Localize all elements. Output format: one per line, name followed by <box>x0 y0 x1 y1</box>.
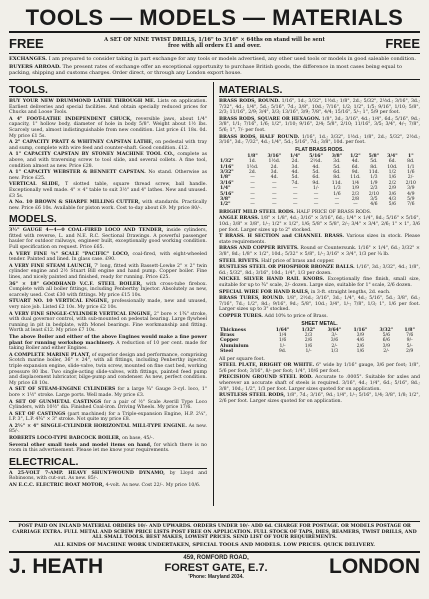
material-listing-text: 1/8", 3d.; 3/16", 4d.; 1/4", 6d.; 5/16", 9d.; 3/8", 1/1; 7/16", 1/6; 1/2", 1/10; 9/16", 2/4; 5/8", 2/10; 11/16", 3/5; 3/4", 4/-; 7/8", 5/6; 1", 7/- per foot. <box>219 116 420 133</box>
table-cell: 4d. <box>312 164 320 170</box>
electrical-listing-name: A 25-VOLT 7-AMP. HEAVY SHUNT-WOUND DYNAMO, <box>9 470 165 476</box>
table-cell: — <box>292 191 298 197</box>
table-cell: 1/2 <box>388 169 397 175</box>
table-row <box>219 202 420 207</box>
material-listing-name: BRASS AND COPPER RIVETS. <box>219 246 299 252</box>
material-listing-name: RUSTLESS STEEL RODS, <box>219 393 286 399</box>
table-cell: 6/6 <box>382 338 391 344</box>
table-header-cell: 3/64" <box>327 327 342 333</box>
table-cell: 3/9 <box>356 332 365 338</box>
table-cell: 6d. <box>351 164 360 170</box>
tool-listing-name: A 2" CAPACITY PRATT & WHITNEY CAPSTAN LATHE, <box>9 140 154 146</box>
table-header-cell: 1/2" <box>350 153 361 159</box>
tools-list <box>9 99 207 211</box>
table-header-cell: 1/16" <box>353 327 368 333</box>
table-cell: — <box>334 197 340 202</box>
table-cell: — <box>272 197 277 202</box>
model-listing-name: A COMPLETE MARINE PLANT, <box>9 352 91 358</box>
table-cell: — <box>250 180 255 186</box>
material-listing-text: Add 10% to price of Brass. <box>264 313 328 319</box>
model-listing <box>9 436 207 442</box>
table-cell: 8d. <box>407 159 415 165</box>
model-listing-name: A VERY FINE STEAM LAUNCH, <box>9 263 93 269</box>
table-cell: Steel <box>220 349 234 355</box>
model-listing-name: A SET OF CASTINGS <box>9 411 66 417</box>
table-cell: 11d. <box>331 180 343 186</box>
model-listing-name: 3½" GAUGE 4—4—0 COAL-FIRED LOCO AND TENDER, <box>9 228 164 234</box>
table-cell: 1/16" <box>220 164 234 170</box>
table-header-cell: 1/64" <box>275 327 290 333</box>
tool-listing-name: VERTICAL SLIDE, <box>9 182 60 188</box>
table-cell: 1/6 <box>278 338 287 344</box>
model-listing <box>9 312 207 334</box>
model-listing <box>9 282 207 299</box>
tool-listing-name: A 4" FOOT-LATHE INDEPENDENT CHUCK, <box>9 116 132 122</box>
sheet-metal-table <box>219 328 420 355</box>
material-listing <box>219 265 420 276</box>
table-cell: 2d. <box>291 159 299 165</box>
table-cell: — <box>250 175 255 181</box>
model-listing <box>9 252 207 263</box>
table-cell: 6d. <box>312 175 320 181</box>
table-cell: 10d. <box>387 164 398 170</box>
material-listing-name: SPECIAL WIRE FOR HAND RAILS, <box>219 289 310 295</box>
model-listing-text: coal-fired, with eight-wheeled tender. Painted and lined. In glass case. £90. <box>9 251 208 263</box>
model-listing <box>9 424 207 435</box>
table-cell: — <box>250 197 255 202</box>
tool-listing-name: A 1" CAPACITY CAPSTAN BY STONEY MACHINE TOOL CO., <box>9 152 175 158</box>
table-cell: 1/- <box>279 343 286 349</box>
table-cell: 5d. <box>291 175 299 181</box>
table-cell: 2/- <box>383 349 390 355</box>
table-cell: 2d. <box>270 164 278 170</box>
table-cell: 5d. <box>370 159 378 165</box>
right-column <box>213 82 420 506</box>
model-listing-text: of superior design and performance, comprising Scotch marine boiler, 36" × 24", with all fittings, including Penberthy injector, triple expansion engine, slide-valve, twin screw, mounted on fine cast bed, working pressure 80 lbs. Two single-acting slide-valves, with fittings, painted feed pump and displacement lubricator, bilge-pump and condenser. As new, perfect condition. My price £8 10s. <box>9 352 208 386</box>
material-listing <box>219 314 420 320</box>
model-listing-name: ROBERTS LOCO-TYPE BABCOCK BOILER, <box>9 436 121 442</box>
table-cell: 2½d. <box>310 159 322 165</box>
table-cell: 3/8" <box>220 197 231 202</box>
model-listing <box>9 412 207 423</box>
model-listing-name: STUART NO. 10 VERTICAL ENGINE, <box>9 299 109 305</box>
tool-listing-text: complete as above, and with traversing screw to tool slide, and several collets. A fine tool, condition almost as new. Price £28. <box>9 152 208 169</box>
table-cell: 1/9 <box>351 186 360 192</box>
tools-heading: TOOLS. <box>9 84 207 97</box>
material-listing-name: BRASS RODS, ROUND. <box>219 99 280 104</box>
model-listing <box>9 299 207 310</box>
tool-listing-text: reversible jaws, about 1/4" capacity, 1" hollow body, diameter of hole in body 5/8". Weight about 1½ lbs. Scarcely used, almost indistinguishable from new condition. List price £1 18s. 0d. My price £1 5s. <box>9 116 208 139</box>
table-cell: 3/32" <box>220 169 234 175</box>
material-listing-name: COPPER TUBES. <box>219 313 263 319</box>
table-cell: — <box>313 191 319 197</box>
model-listing <box>9 353 207 387</box>
model-listing-name: A VERY FINE ¾" SCALE "PACIFIC" LOCO, <box>9 251 130 257</box>
material-listing-text: Exceptionally fine finish, small size, suitable for up to ¾" scale, 2/- dozen. Large size, suitable for 1" scale, 2/6 dozen. <box>219 277 421 288</box>
table-cell: 1½d. <box>246 164 259 170</box>
table-cell: 1/3 <box>370 175 378 181</box>
model-listing <box>9 400 207 411</box>
table-cell: 2/- <box>331 343 338 349</box>
table-cell: — <box>313 197 319 202</box>
material-listing <box>219 210 420 216</box>
tool-listing-name: A No. 10 BROWN & SHARPE MILLING CUTTER, <box>9 200 141 206</box>
table-header-cell: Thickness <box>220 327 246 333</box>
table-header-cell: 5/16" <box>309 153 323 159</box>
listing-columns <box>9 79 420 506</box>
material-listing-name: BRIGHT MILD STEEL RODS. <box>219 209 295 215</box>
model-listing-name: A SET OF GUNMETAL CASTINGS <box>9 399 102 405</box>
electrical-listing <box>9 471 207 482</box>
tool-listing-name: A 1" CAPACITY WEBSTER & BENNETT CAPSTAN. <box>9 170 146 176</box>
table-cell: Aluminium <box>220 343 249 349</box>
table-cell: 1/4" <box>220 186 231 192</box>
notice-text: I am prepared to consider taking in part exchange for any tools or models advertised, any other used tools or models in good saleable condition. <box>48 56 416 62</box>
table-cell: 3d. <box>291 164 299 170</box>
table-cell: 11d. <box>368 169 380 175</box>
tool-listing <box>9 170 207 181</box>
table-cell: 1/4 <box>278 332 287 338</box>
table-cell: 5/16" <box>220 191 234 197</box>
flat-brass-table <box>219 154 420 208</box>
table-cell: 7/6 <box>407 202 415 208</box>
address-street: 459, ROMFORD ROAD, <box>183 554 249 561</box>
model-listing <box>9 387 207 398</box>
table-cell: 3/9 <box>382 343 391 349</box>
model-listing <box>9 443 207 454</box>
table-cell: 1/4 <box>351 180 360 186</box>
tool-listing-text: with standards. Practically new. Price £6 10s. Available for piston work. Cost to-day about £9. My price 80/-. <box>9 200 207 211</box>
material-listing-name: STEEL RIVETS. <box>219 258 260 264</box>
advertiser-block <box>9 551 420 580</box>
table-cell: 4/6 <box>356 338 365 344</box>
model-listing-text: with cross-tube firebox. Complete with all boiler fittings, including Penberthy Injector. Absolutely as new, scarcely used. Cost £30 with fittings. My price £15 10s. <box>9 281 208 298</box>
table-cell: 3/5 <box>370 197 378 202</box>
model-listing-text: for a pair of ½" Scale Averill Type Loco Cylinders, with 10½" dia. Finished Coal-iron. Driving Wheels. My price 17/6. <box>9 399 208 411</box>
table-cell: 5/6 <box>382 332 391 338</box>
material-listing <box>219 277 420 288</box>
table-cell: 5/9 <box>407 197 415 202</box>
material-listing-text: 1/8", 2½d.; 3/16", 3d.; 1/4", 4d.; 5/16", 5d.; 3/8", 6d.; 7/16", 7d.; 1/2", 8d.; 9/16", 9d.; 5/8", 10d.; 3/4", 1/-; 7/8", 1/3; 1", 1/6 per foot. Larger sizes up to 3" stocked. <box>219 296 420 313</box>
table-cell: — <box>272 191 277 197</box>
table-header-cell: 3/32" <box>379 327 394 333</box>
table-cell: 1/6 <box>333 191 341 197</box>
table-cell: 1/6 <box>407 169 415 175</box>
table-cell: 4d. <box>351 159 360 165</box>
offer-line-1: A SET OF NINE TWIST DRILLS, 1/16" to 3/16" × 64ths on stand will be sent <box>104 36 325 43</box>
material-listing <box>219 246 420 257</box>
material-listing-text: 1/16", 3d.; 3/32", 4d.; 1/8", 6d.; 5/32", 8d.; 3/16", 10d.; 1/4", 1/3 per dozen. <box>219 265 420 276</box>
table-cell: Copper <box>220 338 239 344</box>
table-cell: 1/8" <box>220 175 231 181</box>
table-cell: 3d. <box>270 169 278 175</box>
table-cell: — <box>334 202 340 208</box>
material-listing <box>219 296 420 313</box>
postage-notice: POST PAID ON INLAND MATERIAL ORDERS 10/- AND UPWARDS. ORDERS UNDER 10/- ADD 6d. CHARGE FOR POSTAGE. OR MODELS POSTAGE OR CARRIAGE EXTRA. FULL METAL AND SCREW PRICE LISTS POST FREE ON APPLICATION. FULL STOCK OF TAPS, DIES, REAMERS, TWIST DRILLS, AND ALL SMALL TOOLS. BEST MAKES, LOWEST PRICES. SEND LIST OF YOUR REQUIREMENTS. <box>9 521 420 541</box>
table-row <box>219 159 420 164</box>
table-cell: — <box>250 191 255 197</box>
table-cell: — <box>272 202 277 208</box>
notice-lead: EXCHANGES. <box>9 56 48 62</box>
tool-listing-name: BUY YOUR NEW DRUMMOND LATHE THROUGH ME. <box>9 99 156 104</box>
material-listing-text: 1/8" × 1/8", 4d.; 3/16" × 3/16", 6d.; 1/4" × 1/4", 8d.; 5/16" × 5/16", 10d.; 3/8" × 3/8", 1/-; 1/2" × 1/2", 1/6; 5/8" × 5/8", 2/-; 3/4" × 3/4", 2/6; 1" × 1", 3/6 per foot. Larger sizes up to 2" stocked. <box>219 216 421 233</box>
electrical-listing-text: by Lloyd and Robinsons, with cut-out. As new. 85/-. <box>9 470 208 482</box>
advertiser-name: J. HEATH <box>9 555 104 578</box>
table-cell: 1/2" <box>220 202 231 208</box>
table-cell: 5/- <box>406 343 413 349</box>
footer <box>9 521 420 580</box>
table-cell: 2/3 <box>304 332 313 338</box>
tool-listing <box>9 117 207 139</box>
notice-text: The present rates of exchange offer an exceptional opportunity to purchase British goods, the difference in most cases being equal to packing, shipping and customs charges. Order direct, or through any London export house. <box>9 64 402 76</box>
address-phone: 'Phone: Maryland 2034. <box>188 573 244 580</box>
table-cell: 2/6 <box>304 338 313 344</box>
table-header-cell: 1" <box>408 153 414 159</box>
material-listing-text: HALF PRICE OF BRASS RODS. <box>296 209 372 215</box>
material-listing <box>219 375 420 392</box>
table-cell: 2/9 <box>388 186 397 192</box>
table-cell: 2/3 <box>370 186 378 192</box>
material-listing-name: STEEL PLATE, BRIGHT OR WHITE. <box>219 363 315 369</box>
material-listing-name: BRASS TUBES, ROUND. <box>219 296 285 302</box>
table-cell: 6d. <box>333 169 341 175</box>
free-label-left: FREE <box>9 35 44 51</box>
table-cell: — <box>353 202 358 208</box>
material-listing-text: in 3-ft. straight lengths, 2d. each. <box>310 289 391 295</box>
table-cell: 4/6 <box>370 202 378 208</box>
tool-listing-text: on pedestal with tray and sump, complete with wire feed and counter-shaft. Good condition. £12. <box>9 140 208 151</box>
materials-list-end <box>219 363 420 404</box>
table-cell: 1/6 <box>304 343 313 349</box>
table-cell: — <box>250 202 255 208</box>
table-cell: 1½d. <box>268 159 281 165</box>
sheet-metal-note: All per square foot. <box>219 356 265 362</box>
notice-exchanges <box>9 56 420 62</box>
table-header-cell: 5/8" <box>368 153 380 159</box>
table-cell: 7/6 <box>405 332 414 338</box>
table-cell: 2d. <box>248 169 257 175</box>
table-cell: 3/9 <box>407 186 415 192</box>
table-cell: 1d. <box>248 159 257 165</box>
materials-list-top <box>219 99 420 146</box>
table-cell: — <box>292 202 298 208</box>
table-cell: 2/10 <box>368 191 380 197</box>
sheet-metal-title: SHEET METAL. <box>301 320 338 327</box>
material-listing <box>219 393 420 404</box>
table-cell: 4/3 <box>388 197 397 202</box>
table-cell: 1/9 <box>370 180 378 186</box>
table-cell: 5/6 <box>388 202 397 208</box>
table-cell: 2/3 <box>351 191 360 197</box>
table-header-cell: 3/8" <box>331 153 343 159</box>
tool-listing <box>9 99 207 116</box>
machine-work-tagline: ALL KINDS OF MACHINE WORK UNDERTAKEN, SPECIAL TOOLS AND MODELS. LOW PRICES. QUICK DELIVERY. <box>54 541 375 548</box>
table-cell: 6d. <box>388 159 397 165</box>
model-listing <box>9 335 207 352</box>
material-listing <box>219 290 420 296</box>
table-cell: 1/- <box>305 349 312 355</box>
material-listing-name: T BRASS. H SECTION and CHANNEL BRASS. <box>219 234 344 240</box>
material-listing-name: BRASS RODS, HALF ROUND. <box>219 134 300 140</box>
model-listing <box>9 264 207 281</box>
table-cell: 4d. <box>291 169 299 175</box>
table-cell: 9d. <box>312 180 320 186</box>
table-cell: 2/9 <box>405 349 414 355</box>
table-header-cell: 1/32" <box>301 327 316 333</box>
material-listing-name: ANGLE BRASS. <box>219 216 260 222</box>
electrical-listing-name: AN E.C.C. ELECTRIC BOAT MOTOR, <box>9 483 105 489</box>
model-listing-text: inside cylinders, fitted with reverse, L. and N.E. R.C. Sectional Drawings. A powerful passenger hauler for outdoor railways, engineer built, exceptionally good working condition. Full specification on request. Price £65. <box>9 228 208 251</box>
electrical-listing-text: 4-volt. As new. Cost 22/-. My price 10/6. <box>105 483 201 489</box>
material-listing-text: 1/16", 1d.; 3/32", 1½d.; 1/8", 2d.; 5/32", 2½d.; 3/16", 3d.; 7/32", 4d.; 1/4", 5d.; 5/16", 7d.; 3/8", 10d.; 7/16", 1/2; 1/2", 1/5; 9/16", 1/10; 5/8", 2/3; 11/16", 2/9; 3/4", 3/3; 13/16", 3/9; 7/8", 4/4; 15/16", 5/-; 1", 5/9 per foot. <box>219 99 420 116</box>
table-cell: 2/10 <box>405 180 416 186</box>
model-listing-text: 2" bore × 1¾" stroke, with dual governor control, with sub-mounted on pedestal bearing. Large flywheel running in pit in bedplate, with Monel bearings. Fine workmanship and fitting. Worth at least £12. My price £7 10s. <box>9 311 208 334</box>
materials-list-middle <box>219 210 420 320</box>
material-listing-text: Accurate to .0005". Suitable for axles and wherever an accurate shaft of steels is required. 3/16", 4d.; 1/4", 6d.; 5/16", 8d.; 3/8", 10d.; 1/2", 1/3 per foot. Larger sizes quoted for on application. <box>219 375 420 392</box>
notice-lead: BUYERS ABROAD. <box>9 64 61 70</box>
electrical-listing <box>9 483 207 489</box>
models-heading: MODELS. <box>9 213 207 226</box>
material-listing-name: PRECISION GROUND STEEL ROD. <box>219 375 313 381</box>
notice-buyers-abroad <box>9 64 420 76</box>
table-cell: 8d. <box>333 175 341 181</box>
table-cell: 9/- <box>406 338 413 344</box>
material-listing <box>219 216 420 233</box>
address-district: FOREST GATE, E.7. <box>164 561 268 574</box>
tool-listing-text: Lists on application. Earliest deliveries and special facilities. And obtain specially reduced prices for Chucks and Loose Tools. <box>9 99 208 116</box>
table-cell: 3d. <box>333 159 341 165</box>
advertiser-address <box>165 555 268 580</box>
model-listing-text: on base, 45/-. <box>122 436 154 442</box>
table-cell: 1/1 <box>407 164 415 170</box>
material-listing-text: 1/16", 1d.; 3/32", 1½d.; 1/8", 2d.; 5/32", 2½d.; 3/16", 3d.; 7/32", 4d.; 1/4", 5d.; 5/16", 7d.; 3/8", 10d. per foot. <box>219 134 420 146</box>
table-cell: 4d. <box>270 175 278 181</box>
table-cell: 1/3 <box>333 186 341 192</box>
table-header-cell: 1/4" <box>289 153 301 159</box>
tool-listing-text: No stand. Otherwise as new. Price £25. <box>9 170 208 181</box>
offer-line-2: free with all orders £1 and over. <box>168 43 261 49</box>
table-cell: 8d. <box>370 164 378 170</box>
model-listing-text: A reduction of 10 per cent. made for taking Boiler and either Engines. <box>9 340 207 352</box>
model-listing-text: 7' long, fitted with Bassett-Lowke 2" × 2" twin cylinder engine and 2½ Stuart Bill engine and hand pump. Copper boiler. Fine lines, and nicely painted and finished, ready for running. Price £25. <box>9 263 208 281</box>
model-listing-name: A VERY FINE SINGLE-CYLINDER VERTICAL ENGINE, <box>9 311 153 317</box>
table-cell: 2/2 <box>388 180 397 186</box>
table-header-cell: 3/16" <box>267 153 282 159</box>
material-listing <box>219 259 420 265</box>
table-cell: 3/6 <box>388 191 397 197</box>
free-offer-text <box>49 37 380 50</box>
table-header-cell: 3/4" <box>387 153 398 159</box>
table-cell: — <box>292 197 298 202</box>
left-column <box>9 82 207 506</box>
model-listing-name: 36" × 18" GOODHAND V.C.F. STEEL BOILER, <box>9 281 143 287</box>
model-listing-text: professionally made, new and unused, very nice job. Listed £2 10s. My price £2 10s. <box>9 299 208 310</box>
table-cell: 3/- <box>331 332 338 338</box>
table-cell: — <box>313 202 319 208</box>
material-listing <box>219 135 420 146</box>
table-row <box>219 349 420 354</box>
material-listing <box>219 99 420 116</box>
advertiser-city: LONDON <box>329 555 420 578</box>
table-cell: 2/6 <box>356 343 365 349</box>
table-cell: 9d. <box>278 349 287 355</box>
table-cell: 7d. <box>291 180 299 186</box>
model-listing <box>9 228 207 250</box>
material-listing <box>219 234 420 245</box>
free-label-right: FREE <box>385 35 420 51</box>
material-listing-text: Various sizes in stock. Please state requirements. <box>219 234 420 245</box>
flat-brass-title: FLAT BRASS RODS. <box>295 146 344 153</box>
electrical-heading: ELECTRICAL. <box>9 456 207 469</box>
material-listing-name: RUSTLESS STEEL OR PHOSPHOR BRONZE BALLS. <box>219 265 355 271</box>
table-cell: — <box>292 186 298 192</box>
material-listing <box>219 117 420 134</box>
table-cell: 1/6 <box>356 349 365 355</box>
table-cell: 1/6 <box>388 175 397 181</box>
material-listing-text: Round or Countersunk. 1/16" × 1/4", 6d.; 3/32" × 3/8", 8d.; 1/8" × 1/2", 10d.; 5/32" × 5/8", 1/-; 3/16" × 3/4", 1/3 per ¼ lb. <box>219 246 420 257</box>
table-cell: 1/- <box>313 186 320 192</box>
table-cell: 11d. <box>350 175 361 181</box>
table-cell: — <box>250 186 255 192</box>
table-cell: 1/32" <box>220 159 234 165</box>
material-listing-text: Half price of brass and copper. <box>261 258 335 264</box>
material-listing-name: BRASS RODS, SQUARE OR HEXAGON. <box>219 116 321 122</box>
models-list <box>9 228 207 454</box>
table-cell: 1/3 <box>330 349 339 355</box>
model-listing-name: A 2½" × 4" SINGLE-CYLINDER HORIZONTAL MILL-TYPE ENGINE. <box>9 423 187 429</box>
model-listing-name: Several other small tools and model items on hand, <box>9 442 152 448</box>
electrical-list <box>9 471 207 489</box>
model-listing-text: for a large ¾" Gauge 3-cyl. loco, 1" bore × 1½" stroke. Large ports. Well made. My price £3. <box>9 387 208 398</box>
table-cell: 5d. <box>312 169 320 175</box>
table-cell: 2/- <box>407 175 414 181</box>
material-listing <box>219 363 420 374</box>
tool-listing <box>9 200 207 211</box>
material-listing-text: 6" wide by 1/16" gauge, 3/6 per foot; 1/8", 5/6 per foot; 3/16", 8/- per foot; 1/4", 10/6 per foot. <box>219 363 420 374</box>
table-header-cell: 1/8" <box>404 327 415 333</box>
table-cell: 3/16" <box>220 180 234 186</box>
material-listing-name: NICKEL SILVER HAND RAIL KNOBS. <box>219 277 325 283</box>
table-cell: 9d. <box>351 169 360 175</box>
material-listing-text: 1/8", 7d.; 3/16", 9d.; 1/4", 1/-; 5/16", 1/4; 3/8", 1/8; 1/2", 2/6 per foot. Larger sizes quoted for on application. <box>219 393 420 404</box>
table-cell: — <box>272 180 277 186</box>
tool-listing <box>9 182 207 199</box>
materials-heading: MATERIALS. <box>219 84 420 97</box>
page-title: TOOLS — MODELS — MATERIALS <box>25 5 404 30</box>
model-listing-text: As new. 85/-. <box>9 423 207 435</box>
model-listing-name: A SET OF STEAM-ENGINE CYLINDERS <box>9 387 116 393</box>
tool-listing <box>9 152 207 169</box>
model-listing-text: (part machined) for a Triple-expansion Engine, H.P. 2¼", I.P. 3", L.P. 4¾" × 3" stroke. Not quite my price £8. <box>9 411 208 423</box>
table-cell: 5d. <box>333 164 341 170</box>
table-cell: 3/6 <box>330 338 339 344</box>
tool-listing <box>9 140 207 151</box>
model-listing-name: The above Boiler and either of the above Engines would make a fine power plant for running workshop machinery. <box>9 334 208 346</box>
table-cell: — <box>272 186 277 192</box>
table-cell: 2/8 <box>351 197 360 202</box>
table-header-cell: 1/8" <box>247 153 258 159</box>
tool-listing-text: T slotted table, square thread screw, ball handle. Exceptionally well made. 4" × 4" table to suit 3½" and 4" lathes. New and unused. £3 5s. <box>9 182 208 199</box>
table-cell: 4/9 <box>407 191 415 197</box>
table-cell: Brass <box>220 332 235 338</box>
model-listing-text: for which there is no room in this advertisement. Please let me know your requirements. <box>9 442 208 454</box>
free-offer-banner <box>9 31 420 54</box>
